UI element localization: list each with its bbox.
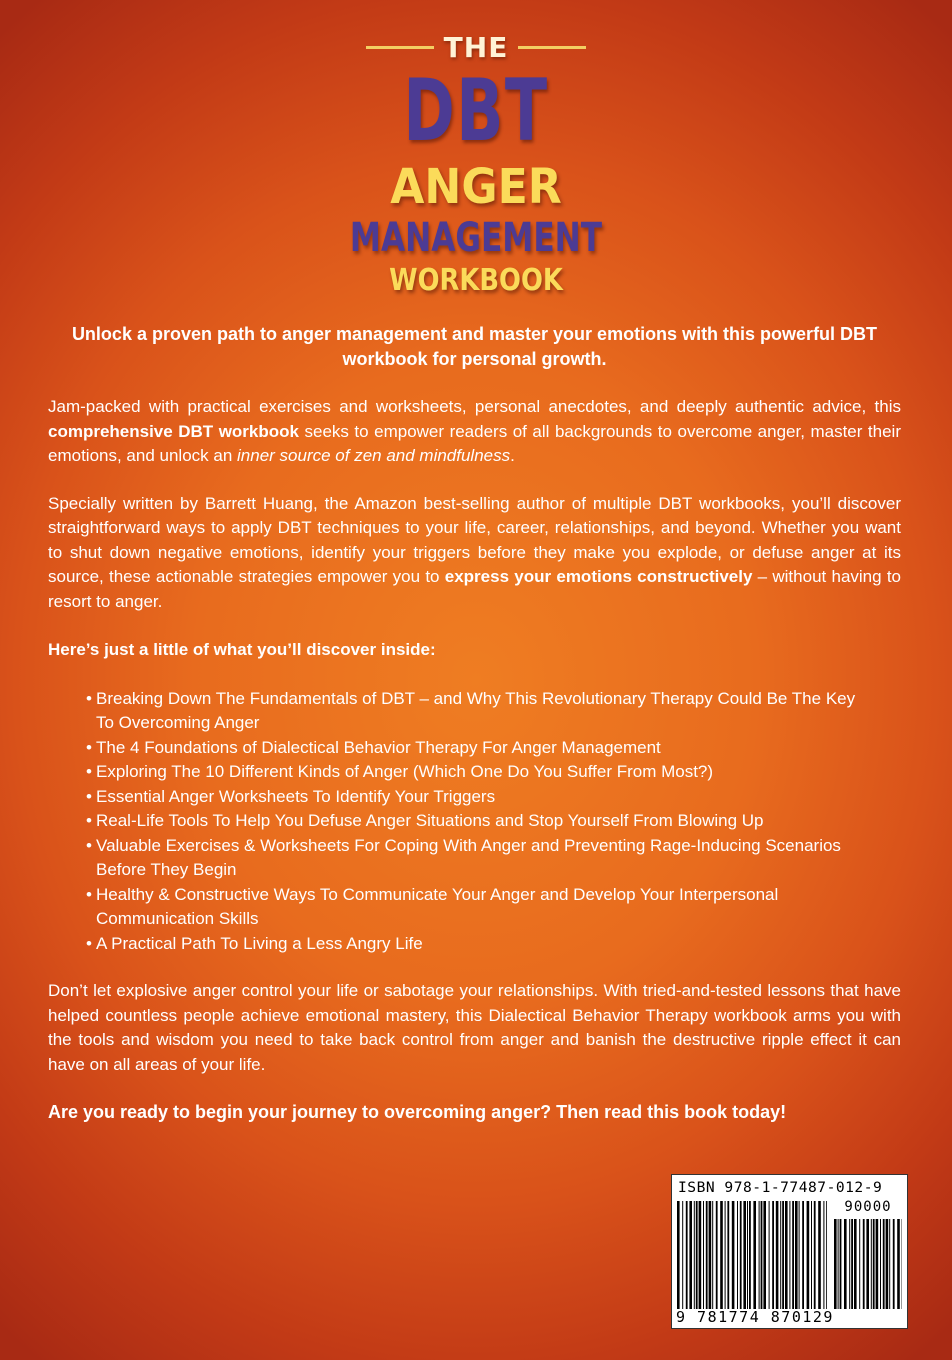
back-cover-blurb bbox=[48, 322, 901, 1125]
barcode-bar bbox=[769, 1201, 770, 1309]
barcode-bar bbox=[859, 1219, 860, 1309]
title-dbt: DBT bbox=[403, 61, 549, 161]
title-management: MANAGEMENT bbox=[349, 215, 603, 261]
list-heading: Here’s just a little of what you’ll discover inside: bbox=[48, 640, 436, 659]
barcode-bar bbox=[866, 1219, 869, 1309]
barcode-bar bbox=[763, 1201, 766, 1309]
barcode-bar bbox=[740, 1201, 742, 1309]
barcode-bar bbox=[883, 1219, 885, 1309]
feature-list bbox=[86, 687, 866, 957]
isbn-label: ISBN 978-1-77487-012-9 bbox=[678, 1179, 883, 1196]
headline: Unlock a proven path to anger management and master your emotions with this powerful DBT workbook for personal growth. bbox=[71, 324, 878, 369]
barcode-bar bbox=[703, 1201, 704, 1309]
author-bold-phrase: express your emotions constructively bbox=[444, 567, 753, 586]
title-anger: ANGER bbox=[390, 159, 562, 215]
title-the: THE bbox=[443, 30, 509, 64]
barcode-bar bbox=[834, 1219, 837, 1309]
ean-digits: 9 781774 870129 bbox=[676, 1308, 834, 1326]
barcode-bar bbox=[792, 1201, 794, 1309]
barcode-bar bbox=[727, 1201, 729, 1309]
conclusion-paragraph: Don’t let explosive anger control your life or sabotage your relationships. With tried-and-tested lessons that have helped countless people achieve emotional mastery, this Dialectical Behavior Therapy workbook arms you with the tools and wisdom you need to take back control from anger and banish the destructive ripple effect it can have on all areas of your life. bbox=[48, 981, 901, 1074]
price-code: 90000 bbox=[844, 1199, 892, 1215]
isbn-barcode bbox=[671, 1174, 908, 1329]
barcode-bar bbox=[747, 1201, 748, 1309]
book-title bbox=[0, 30, 952, 298]
barcode-bar bbox=[814, 1201, 816, 1309]
barcode-bar bbox=[876, 1219, 879, 1309]
list-item: • Exploring The 10 Different Kinds of Anger (Which One Do You Suffer From Most?) bbox=[86, 760, 866, 785]
barcode-bar bbox=[840, 1219, 842, 1309]
list-item: • Real-Life Tools To Help You Defuse Anger Situations and Stop Yourself From Blowing Up bbox=[86, 809, 866, 834]
list-item: • The 4 Foundations of Dialectical Behavior Therapy For Anger Management bbox=[86, 736, 866, 761]
barcode-bar bbox=[716, 1201, 718, 1309]
barcode-bar bbox=[823, 1201, 824, 1309]
barcode-bar bbox=[725, 1201, 726, 1309]
barcode-bar bbox=[712, 1201, 713, 1309]
barcode-bar bbox=[802, 1201, 804, 1309]
title-the-row bbox=[0, 30, 952, 64]
barcode-bar bbox=[799, 1201, 800, 1309]
barcode-bar bbox=[811, 1201, 812, 1309]
barcode-bar bbox=[807, 1201, 810, 1309]
title-rule-left bbox=[366, 46, 434, 49]
list-item: • A Practical Path To Living a Less Angry Life bbox=[86, 932, 866, 957]
intro-italic-phrase: inner source of zen and mindfulness bbox=[237, 446, 511, 465]
barcode-bar bbox=[696, 1201, 698, 1309]
intro-bold-phrase: comprehensive DBT workbook bbox=[48, 421, 299, 441]
barcode-bar bbox=[880, 1219, 881, 1309]
barcode-bar bbox=[732, 1201, 735, 1309]
barcode-bar bbox=[737, 1201, 738, 1309]
list-item: • Essential Anger Worksheets To Identify Your Triggers bbox=[86, 785, 866, 810]
barcode-bar bbox=[789, 1201, 790, 1309]
barcode-bar bbox=[838, 1219, 839, 1309]
barcode-bar bbox=[780, 1201, 781, 1309]
barcode-bar bbox=[893, 1219, 895, 1309]
barcode-bar bbox=[686, 1201, 688, 1309]
list-item: • Healthy & Constructive Ways To Communicate Your Anger and Develop Your Interpersonal Communication Skills bbox=[86, 883, 866, 932]
barcode-bar bbox=[761, 1201, 763, 1309]
barcode-bar bbox=[782, 1201, 784, 1309]
barcode-bar bbox=[749, 1201, 751, 1309]
barcode-bar bbox=[709, 1201, 712, 1309]
barcode-bar bbox=[772, 1201, 774, 1309]
intro-text-e: . bbox=[510, 446, 515, 465]
barcode-bar bbox=[753, 1201, 756, 1309]
barcode-bar bbox=[682, 1201, 683, 1309]
barcode-bar bbox=[785, 1201, 788, 1309]
barcode-bar bbox=[795, 1201, 798, 1309]
intro-text-c: seeks to empower readers of all backgrounds to overcome anger, master their emotions, and unlock an bbox=[48, 421, 901, 465]
barcode-bar bbox=[694, 1201, 695, 1309]
barcode-bar bbox=[689, 1201, 692, 1309]
barcode-bar bbox=[889, 1219, 890, 1309]
barcode-bar bbox=[776, 1201, 779, 1309]
barcode-bar bbox=[677, 1201, 680, 1309]
barcode-bars-icon bbox=[677, 1201, 827, 1309]
intro-paragraph bbox=[48, 395, 901, 469]
barcode-bar bbox=[851, 1219, 853, 1309]
barcode-bar bbox=[863, 1219, 865, 1309]
barcode-bar bbox=[699, 1201, 702, 1309]
barcode-bar bbox=[849, 1219, 850, 1309]
title-rule-right bbox=[518, 46, 586, 49]
author-text-c: – without having to resort to anger. bbox=[48, 567, 902, 611]
list-item: • Breaking Down The Fundamentals of DBT – and Why This Revolutionary Therapy Could Be The Key To Overcoming Anger bbox=[86, 687, 866, 736]
intro-text-a: Jam-packed with practical exercises and worksheets, personal anecdotes, and deeply authentic advice, this bbox=[48, 397, 901, 416]
barcode-bar bbox=[743, 1201, 746, 1309]
author-text-a: Specially written by Barrett Huang, the Amazon best-selling author of multiple DBT workbooks, you’ll discover straightforward ways to apply DBT techniques to your life, career, relationships, and beyond. Whether you want to shut down negative emotions, identify your triggers before they make you explode, or defuse anger at its source, these actionable strategies empower you to bbox=[48, 493, 901, 586]
call-to-action: Are you ready to begin your journey to overcoming anger? Then read this book today! bbox=[48, 1102, 787, 1122]
barcode-bar bbox=[871, 1219, 872, 1309]
barcode-bar bbox=[706, 1201, 708, 1309]
list-item: • Valuable Exercises & Worksheets For Coping With Anger and Preventing Rage-Inducing Scenarios Before They Begin bbox=[86, 834, 866, 883]
barcode-bar bbox=[886, 1219, 889, 1309]
addon-bars-icon bbox=[834, 1219, 902, 1309]
barcode-bar bbox=[844, 1219, 847, 1309]
barcode-bar bbox=[873, 1219, 875, 1309]
barcode-bar bbox=[818, 1201, 821, 1309]
barcode-bar bbox=[826, 1201, 827, 1309]
barcode-bar bbox=[854, 1219, 857, 1309]
barcode-bar bbox=[759, 1201, 760, 1309]
author-paragraph bbox=[48, 492, 901, 615]
title-workbook: WORKBOOK bbox=[389, 263, 563, 298]
barcode-bar bbox=[897, 1219, 900, 1309]
barcode-bar bbox=[720, 1201, 723, 1309]
